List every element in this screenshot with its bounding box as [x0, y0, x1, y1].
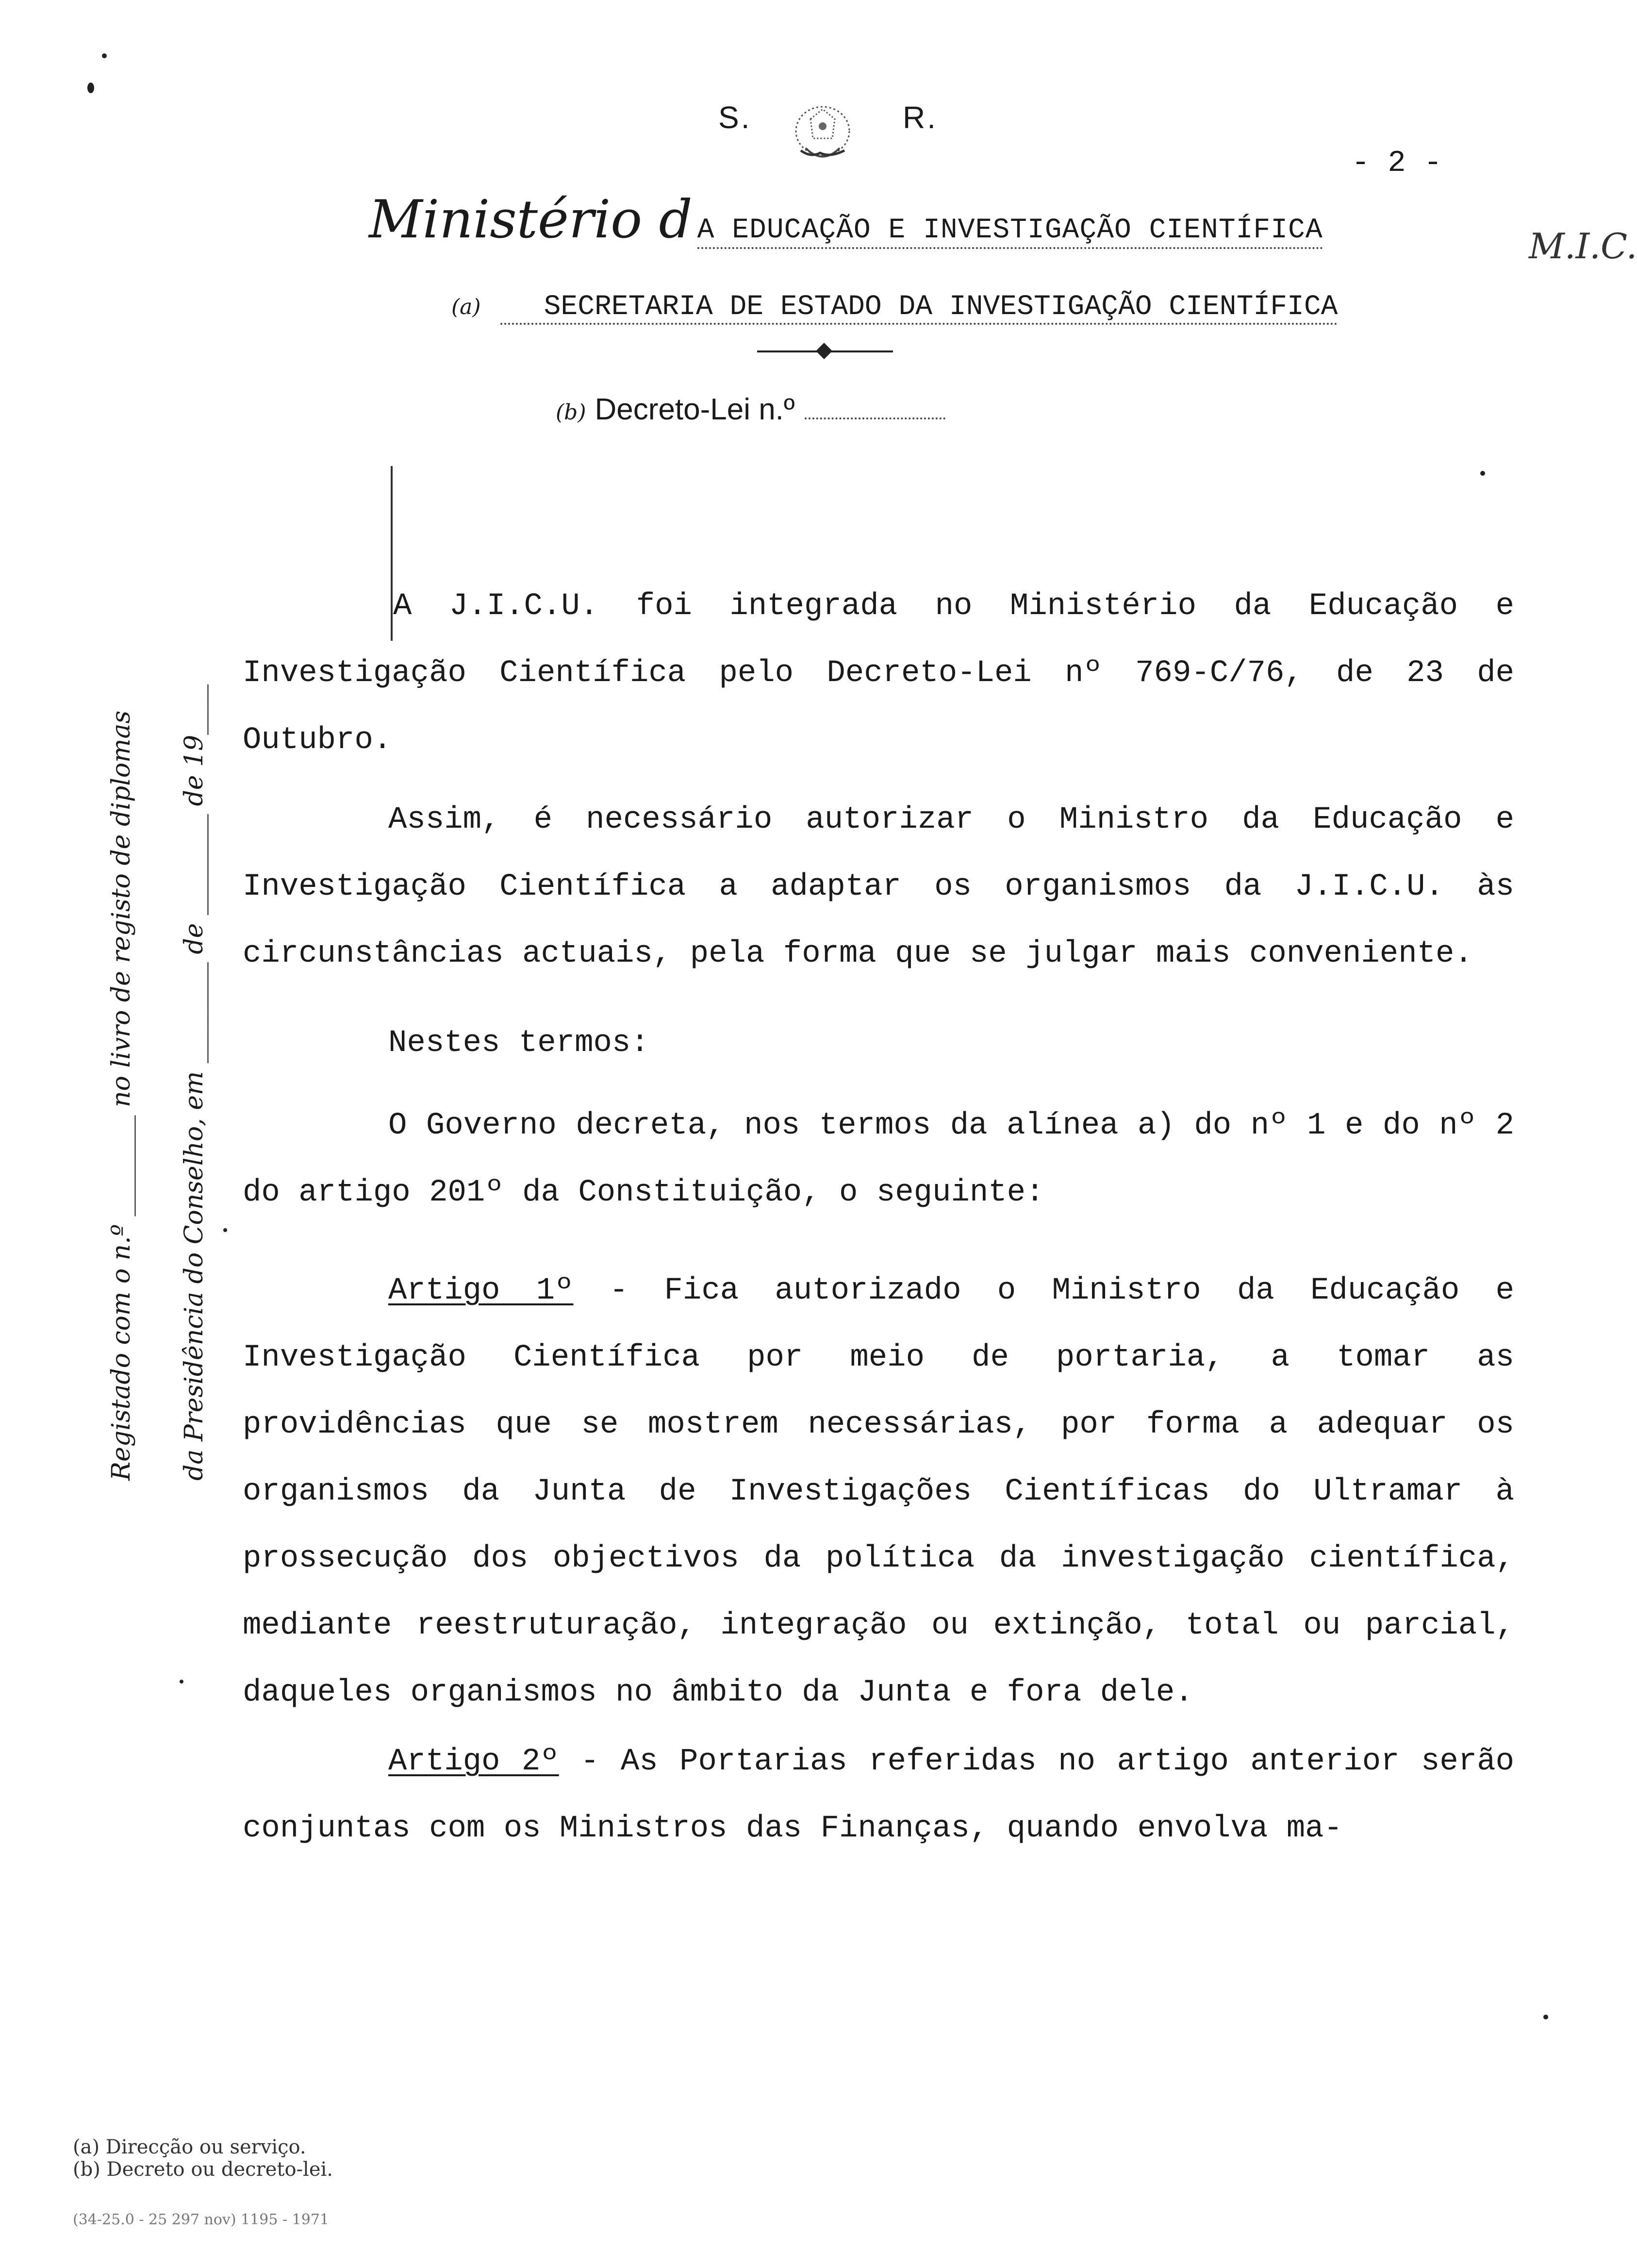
- divider-diamond: [816, 343, 832, 359]
- paragraph-integration: A J.I.C.U. foi integrada no Ministério da Educação e Investigação Científica pelo Decreto-Lei nº 769-C/76, de 23 de Outubro.: [243, 589, 1514, 758]
- ministry-script: Ministério d: [369, 189, 693, 250]
- registration-line-1: Registado com o n.º ________ no livro de registo de diplomas: [107, 710, 136, 1481]
- ministry-title: [369, 189, 1323, 250]
- article-2-label: Artigo 2º: [388, 1744, 559, 1779]
- scan-speck: [102, 53, 107, 58]
- page-number: - 2 -: [1352, 146, 1442, 180]
- article-1-label: Artigo 1º: [388, 1273, 574, 1308]
- decree-line: [556, 392, 945, 427]
- decree-label: Decreto-Lei n.º: [595, 393, 795, 426]
- article-1: [243, 1257, 1514, 1726]
- ministry-name: A EDUCAÇÃO E INVESTIGAÇÃO CIENTÍFICA: [697, 215, 1323, 249]
- article-2-text: - As Portarias referidas no artigo anterior serão conjuntas com os Ministros das Finanças, quando envolva ma-: [243, 1744, 1515, 1846]
- article-2: [243, 1728, 1514, 1862]
- coat-of-arms-seal: [772, 92, 874, 170]
- scan-speck: [1543, 2015, 1548, 2019]
- footnote-a: (a) Direcção ou serviço.: [73, 2136, 306, 2158]
- service-footnote-mark: (a): [451, 295, 481, 319]
- service-line: [451, 291, 1338, 323]
- article-1-text: - Fica autorizado o Ministro da Educação e Investigação Científica por meio de portaria, a tomar as providências que se mostrem necessárias, por forma a adequar os organismos da Junta de Investigações Científicas do Ultramar à prossecução dos objectivos da política da investigação científica, mediante reestruturação, integração ou extinção, total ou parcial, daqueles organismos no âmbito da Junta e fora dele.: [243, 1273, 1514, 1710]
- scan-speck: [180, 1680, 183, 1684]
- header-initials: [718, 100, 938, 135]
- registration-margin-note: [85, 558, 231, 1481]
- paragraph-terms: Nestes termos:: [388, 1026, 649, 1061]
- scan-speck: [1480, 471, 1485, 476]
- paragraph-government-decrees: O Governo decreta, nos termos da alínea a) do nº 1 e do nº 2 do artigo 201º da Constituição, o seguinte:: [243, 1108, 1514, 1210]
- registration-line-2: da Presidência do Conselho, em ________ de ________ de 19____: [180, 684, 209, 1481]
- service-name: SECRETARIA DE ESTADO DA INVESTIGAÇÃO CIENTÍFICA: [500, 291, 1338, 325]
- footnote-b: (b) Decreto ou decreto-lei.: [73, 2158, 333, 2181]
- header-initial-r: R.: [903, 100, 938, 135]
- scan-speck: [223, 1228, 227, 1232]
- form-code: (34-25.0 - 25 297 nov) 1195 - 1971: [73, 2211, 330, 2228]
- paragraph-authorization: Assim, é necessário autorizar o Ministro da Educação e Investigação Científica a adaptar os organismos da J.I.C.U. às circunstâncias actuais, pela forma que se julgar mais conveniente.: [243, 802, 1514, 971]
- scan-speck: [87, 83, 94, 93]
- handwritten-annotation: M.I.C.: [1529, 226, 1637, 267]
- footnotes: [73, 2136, 333, 2181]
- decree-footnote-mark: (b): [556, 400, 586, 425]
- header-initial-s: S.: [718, 100, 752, 135]
- decree-number-blank: [805, 417, 945, 419]
